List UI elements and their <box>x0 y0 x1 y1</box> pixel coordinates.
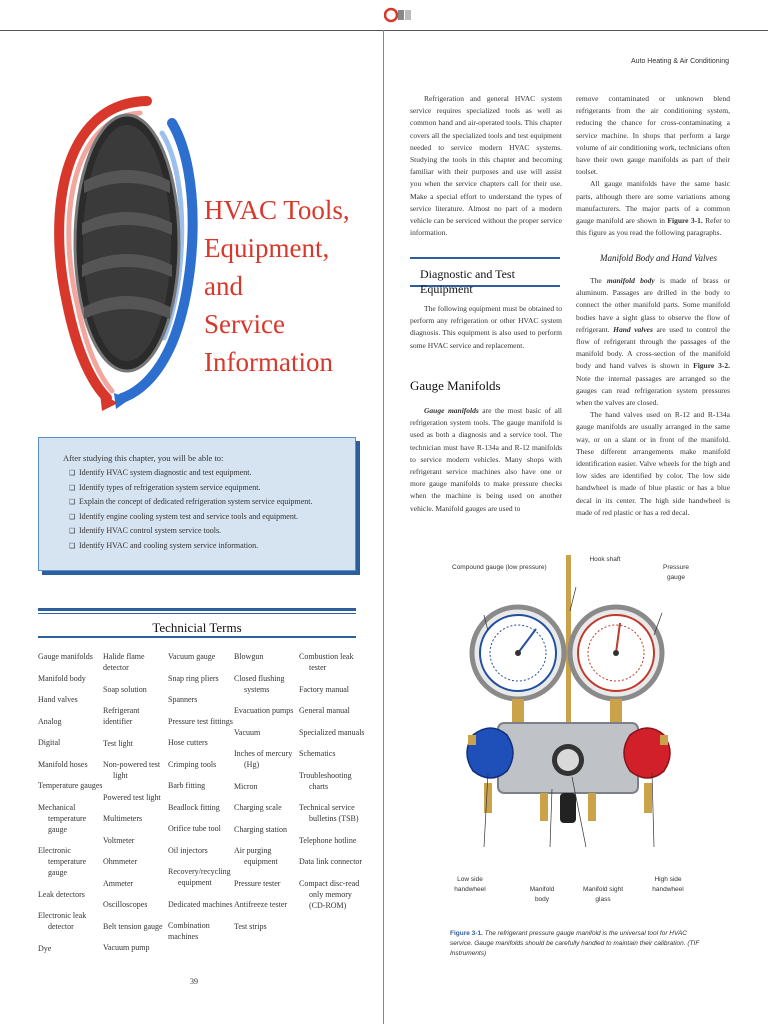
subheading: Manifold Body and Hand Valves <box>600 253 717 263</box>
term-item: Hose cutters <box>168 738 208 747</box>
term-item: Blowgun <box>234 652 264 661</box>
intro-text <box>410 93 562 239</box>
objective-item: ❑ Identify HVAC control system service tools. <box>69 524 312 539</box>
term-item: Test light <box>103 738 133 748</box>
technical-terms-header <box>38 608 356 638</box>
term-item: Test strips <box>234 921 267 931</box>
gauge-paragraph <box>410 405 562 515</box>
section-heading: Diagnostic and Test Equipment <box>420 267 515 296</box>
objective-item: ❑ Identify engine cooling system test and service tools and equipment. <box>69 510 312 525</box>
paragraph-text: Refer to this figure as you read the following paragraphs. <box>576 216 730 238</box>
term-item: Data link connector <box>299 857 363 866</box>
section-paragraph: The following equipment must be obtained to perform any refrigeration or other HVAC system diagnosis. This equipment is also used to perform some HVAC service and replacement. <box>410 304 562 350</box>
term-item: Specialized manuals <box>299 727 365 737</box>
term-item: Temperature gauges <box>38 781 103 790</box>
term-item: Air purging equipment <box>234 846 278 866</box>
term-item: Analog <box>38 716 62 726</box>
paragraph-text: is made of brass or aluminum. Passages are drilled in the body to connect the other manifold parts. Some manifold bodies have a sight glass to observe the flow of refrigerant. <box>576 276 731 334</box>
chapter-title-line: and <box>204 271 243 301</box>
paragraph-text: The <box>590 276 607 285</box>
right-page <box>384 31 768 1024</box>
chapter-title-line: Information <box>204 347 333 377</box>
term-item: Manifold body <box>38 673 86 683</box>
term-item: Combination machines <box>168 921 210 941</box>
figure-label: Figure 3-1. <box>450 930 483 937</box>
technical-terms-title: Technicial Terms <box>152 620 242 635</box>
figure-reference: Figure 3-2. <box>693 361 730 371</box>
objective-item: ❑ Identify types of refrigeration system service equipment. <box>69 481 312 496</box>
section-heading-box <box>410 257 560 296</box>
term-item: Digital <box>38 738 61 747</box>
term-item: General manual <box>299 706 350 715</box>
term-item: Beadlock fitting <box>168 802 220 812</box>
term-item: Troubleshooting charts <box>299 770 352 791</box>
page-number: 39 <box>190 977 198 986</box>
term-item: Manifold hoses <box>38 759 88 769</box>
term-item: Combustion leak tester <box>299 652 354 672</box>
chapter-title <box>204 191 374 381</box>
paragraph-text: Note the internal passages are arranged so the gauges can read refrigeration system pressures when the valves are closed. <box>576 373 730 408</box>
manifold-body-paragraph <box>576 275 730 409</box>
terms-column-4 <box>234 651 300 942</box>
term-item: Vacuum pump <box>103 943 150 952</box>
term-item: Non-powered test light <box>103 760 161 780</box>
chapter-title-line: Equipment, <box>204 233 330 263</box>
terms-column-1 <box>38 651 104 964</box>
term-item: Crimping tools <box>168 759 217 769</box>
objectives-list <box>69 466 312 554</box>
paragraph-text: All gauge manifolds have the same basic parts, although there are some variations among manufacturers. The major parts of a common gauge manifold are shown in <box>576 179 730 226</box>
running-head: Auto Heating & Air Conditioning <box>630 58 729 65</box>
term-item: Charging scale <box>234 803 282 812</box>
term-item: Oscilloscopes <box>103 900 148 909</box>
term-item: Orifice tube tool <box>168 824 221 833</box>
term-item: Powered test light <box>103 792 161 802</box>
figure-reference: Figure 3-1. <box>667 216 703 226</box>
key-term: Gauge manifolds <box>424 406 479 415</box>
term-item: Micron <box>234 781 258 791</box>
learning-objectives-box <box>38 437 356 571</box>
term-item: Schematics <box>299 749 336 758</box>
term-item: Dye <box>38 943 52 953</box>
term-item: Electronic temperature gauge <box>38 846 87 877</box>
term-item: Voltmeter <box>103 835 135 845</box>
callout-high-side-handwheel: High side handwheel <box>652 876 684 893</box>
terms-column-3 <box>168 651 234 953</box>
gauge-paragraph-text: are the most basic of all refrigeration system tools. The gauge manifold is used as both a diagnosis and a service tool. The technician must have R-134a and R-12 manifolds to service modern vehicles. Many shops with refrigerant service machines also have one or more gauge manifolds to make pressure checks when the machine is being used on another vehicle. Manifold gauges are used to <box>410 406 562 513</box>
term-item: Soap solution <box>103 684 147 694</box>
callout-compound-gauge: Compound gauge (low pressure) <box>452 564 547 571</box>
key-term: manifold body <box>606 276 655 285</box>
term-item: Refrigerant identifier <box>103 706 140 726</box>
intro-paragraph: Refrigeration and general HVAC system service requires specialized tools as well as common hand and air-operated tools. This chapter covers all the specialized tools and test equipment needed to service modern HVAC systems. Studying the tools in this chapter and becoming familiar with their purposes and use will assist you when the service chapters call for their use. Make a special effort to understand the types of service literature. Almost no part of a modern vehicle can be serviced without the proper service information. <box>410 94 562 238</box>
term-item: Hand valves <box>38 695 78 704</box>
callout-manifold-body: Manifold body <box>529 886 555 903</box>
term-item: Recovery/recycling equipment <box>168 867 231 887</box>
right-column-paragraph <box>576 178 730 239</box>
callout-low-side-handwheel: Low side handwheel <box>454 876 486 893</box>
term-item: Ohmmeter <box>103 857 138 866</box>
term-item: Factory manual <box>299 684 349 694</box>
chapter-title-line: Service <box>204 309 285 339</box>
terms-column-5 <box>299 651 365 921</box>
term-item: Compact disc-read only memory (CD-ROM) <box>299 878 360 910</box>
term-item: Evacuation pumps <box>234 706 294 715</box>
term-item: Multimeters <box>103 814 143 823</box>
term-item: Pressure test fittings <box>168 716 233 726</box>
air-vent-illustration <box>52 93 202 413</box>
figure-caption <box>450 929 700 959</box>
term-item: Technical service bulletins (TSB) <box>299 803 359 823</box>
term-item: Gauge manifolds <box>38 652 93 661</box>
term-item: Charging station <box>234 824 287 834</box>
term-item: Leak detectors <box>38 889 85 899</box>
term-item: Ammeter <box>103 878 134 888</box>
gauge-manifolds-heading: Gauge Manifolds <box>410 378 501 393</box>
header-rule <box>38 613 356 614</box>
objective-item: ❑ Identify HVAC and cooling system service information. <box>69 539 312 554</box>
right-column-paragraph: remove contaminated or unknown blend refrigerants from the air conditioning system, reducing the chance for cross-contaminating a service machine. In shops that perform a large volume of air conditioning work, technicians often have their own gauge manifolds as part of their toolset. <box>576 94 730 177</box>
term-item: Electronic leak detector <box>38 911 87 931</box>
left-page <box>0 31 383 1024</box>
publisher-logo-icon <box>384 6 414 24</box>
term-item: Closed flushing systems <box>234 673 285 694</box>
term-item: Dedicated machines <box>168 899 233 909</box>
term-item: Antifreeze tester <box>234 900 288 909</box>
callout-sight-glass: Manifold sight glass <box>582 886 624 903</box>
term-item: Mechanical temperature gauge <box>38 802 87 834</box>
terms-column-2 <box>103 651 169 964</box>
technical-terms-grid <box>38 651 365 953</box>
objective-item: ❑ Identify HVAC system diagnostic and test equipment. <box>69 466 312 481</box>
gauge-manifold-photo <box>448 555 688 927</box>
term-item: Spanners <box>168 695 198 704</box>
term-item: Telephone hotline <box>299 835 357 845</box>
term-item: Vacuum <box>234 727 261 737</box>
term-item: Snap ring pliers <box>168 673 219 683</box>
term-item: Vacuum gauge <box>168 652 216 661</box>
key-term: Hand valves <box>613 324 653 334</box>
callout-pressure-gauge: Pressure gauge <box>662 564 689 581</box>
term-item: Belt tension gauge <box>103 921 163 931</box>
objective-item: ❑ Explain the concept of dedicated refrigeration system service equipment. <box>69 495 312 510</box>
section-text <box>410 303 562 352</box>
gauge-text <box>410 405 562 515</box>
chapter-title-line: HVAC Tools, <box>204 195 350 225</box>
callout-hook-shaft: Hook shaft <box>589 556 621 563</box>
term-item: Barb fitting <box>168 781 206 790</box>
manifold-body-text <box>576 275 730 519</box>
figure-caption-text: The refrigerant pressure gauge manifold is the universal tool for HVAC service. Gauge manifolds should be carefully handled to maintain their calibration. (TIF Instruments) <box>450 930 700 957</box>
term-item: Inches of mercury (Hg) <box>234 749 293 769</box>
term-item: Oil injectors <box>168 845 208 855</box>
right-column-text <box>576 93 730 239</box>
objectives-lead: After studying this chapter, you will be able to: <box>63 453 224 463</box>
hand-valves-paragraph: The hand valves used on R-12 and R-134a gauge manifolds are usually arranged in the same way, or on a slant or in front of the manifold. These different arrangements make manifold identification easier. Valve wheels for the high and low sides are identified by color. The low side handwheel is made of blue plastic or has a blue decal in its center. The high side handwheel is made of red plastic or has a red decal. <box>576 410 730 517</box>
paragraph-text: are used to control the flow of refrigerant through the passages of the manifold body. A cross-section of the manifold body and hand valves is shown in <box>576 324 730 371</box>
page-header <box>0 0 768 32</box>
term-item: Pressure tester <box>234 878 281 888</box>
term-item: Halide flame detector <box>103 652 145 672</box>
